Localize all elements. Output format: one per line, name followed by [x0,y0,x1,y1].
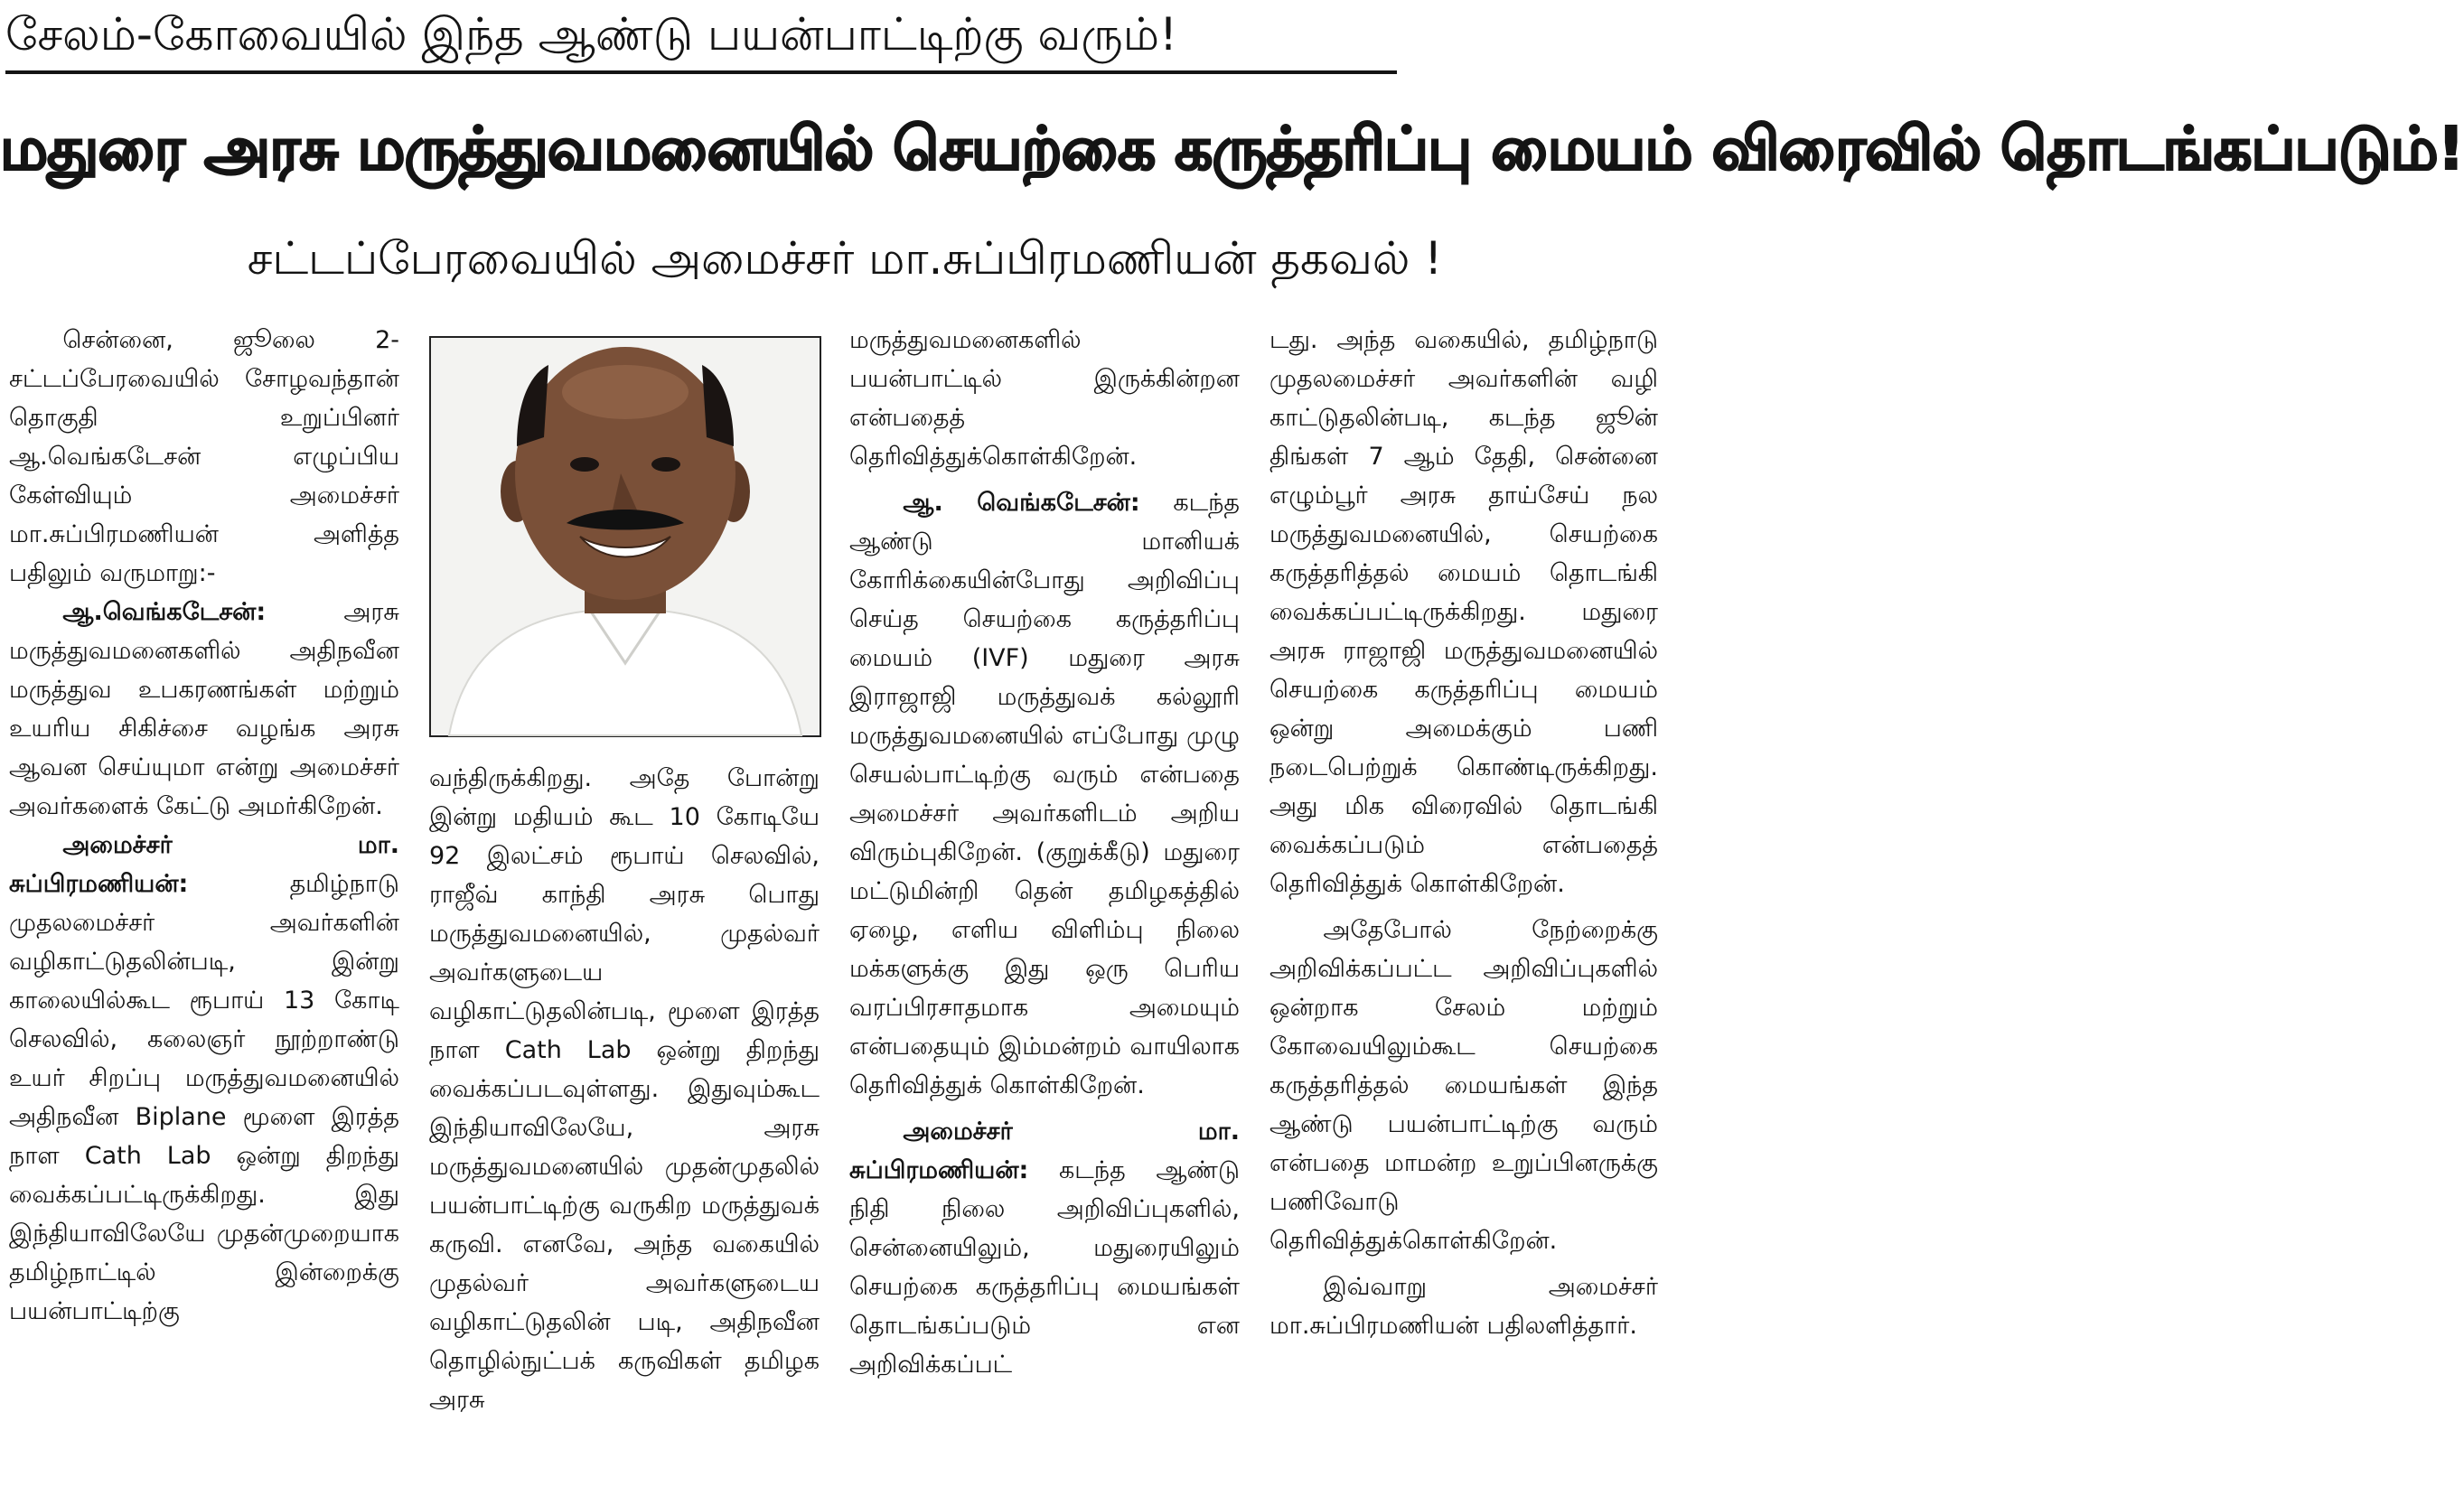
minister-photo [429,336,821,737]
speaker-name: ஆ.வெங்கடேசன்: [62,598,267,626]
paragraph-closing: இவ்வாறு அமைச்சர் மா.சுப்பிரமணியன் பதிலளித்தார். [1269,1273,1658,1340]
speaker-name: ஆ. வெங்கடேசன்: [903,489,1140,517]
portrait-illustration [431,338,820,735]
text-column-4 [1269,321,1658,1486]
article-subheadline: சட்டப்பேரவையில் அமைச்சர் மா.சுப்பிரமணியன் தகவல் ! [247,232,1443,285]
paragraph-text: கடந்த ஆண்டு மானியக் கோரிக்கையின்போது அறிவிப்பு செய்த செயற்கை கருத்தரிப்பு மையம் (IVF) மதுரை அரசு இராஜாஜி மருத்துவக் கல்லூரி மருத்துவமனையில் எப்போது முழு செயல்பாட்டிற்கு வரும் என்பதை அமைச்சர் அவர்களிடம் அறிய விரும்புகிறேன். (குறுக்கீடு) மதுரை மட்டுமின்றி தென் தமிழகத்தில் ஏழை, எளிய விளிம்பு நிலை மக்களுக்கு இது ஒரு பெரிய வரப்பிரசாதமாக அமையும் என்பதையும் இம்மன்றம் வாயிலாக தெரிவித்துக் கொள்கிறேன். [849,489,1240,1099]
paragraph-text: அரசு மருத்துவமனைகளில் அதிநவீன மருத்துவ உபகரணங்கள் மற்றும் உயரிய சிகிச்சை வழங்க அரசு ஆவன செய்யுமா என்று அமைச்சர் அவர்களைக் கேட்டு அமர்கிறேன். [9,598,399,820]
text-column-3 [849,321,1240,1486]
speaker-name: அமைச்சர் மா. சுப்பிரமணியன்: [849,1118,1240,1184]
paragraph-dateline: சென்னை, ஜூலை 2- சட்டப்பேரவையில் சோழவந்தான் தொகுதி உறுப்பினர் ஆ.வெங்கடேசன் எழுப்பிய கேள்வியும் அமைச்சர் மா.சுப்பிரமணியன் அளித்த பதிலும் வருமாறு:- [9,326,399,587]
text-column-1 [9,321,399,1486]
paragraph-answer [9,826,399,1331]
kicker-underline [5,70,1397,74]
paragraph-continued: டது. அந்த வகையில், தமிழ்நாடு முதலமைச்சர் அவர்களின் வழி காட்டுதலின்படி, கடந்த ஜூன் திங்கள் 7 ஆம் தேதி, சென்னை எழும்பூர் அரசு தாய்சேய் நல மருத்துவமனையில், செயற்கை கருத்தரித்தல் மையம் தொடங்கி வைக்கப்பட்டிருக்கிறது. மதுரை அரசு ராஜாஜி மருத்துவமனையில் செயற்கை கருத்தரிப்பு மையம் ஒன்று அமைக்கும் பணி நடைபெற்றுக் கொண்டிருக்கிறது. அது மிக விரைவில் தொடங்கி வைக்கப்படும் என்பதைத் தெரிவித்துக் கொள்கிறேன். [1269,326,1658,898]
paragraph-continued: மருத்துவமனைகளில் பயன்பாட்டில் இருக்கின்றன என்பதைத் தெரிவித்துக்கொள்கிறேன். [849,326,1240,471]
paragraph-text: கடந்த ஆண்டு நிதி நிலை அறிவிப்புகளில், சென்னையிலும், மதுரையிலும் செயற்கை கருத்தரிப்பு மையங்கள் தொடங்கப்படும் என அறிவிக்கப்பட் [849,1156,1240,1379]
article-headline: மதுரை அரசு மருத்துவமனையில் செயற்கை கருத்தரிப்பு மையம் விரைவில் தொடங்கப்படும்! [0,114,2464,183]
text-column-2 [429,759,820,1486]
paragraph-continued: வந்திருக்கிறது. அதே போன்று இன்று மதியம் கூட 10 கோடியே 92 இலட்சம் ரூபாய் செலவில், ராஜீவ் காந்தி அரசு பொது மருத்துவமனையில், முதல்வர் அவர்களுடைய வழிகாட்டுதலின்படி, மூளை இரத்த நாள Cath Lab ஒன்று திறந்து வைக்கப்படவுள்ளது. இதுவும்கூட இந்தியாவிலேயே, அரசு மருத்துவமனையில் முதன்முதலில் பயன்பாட்டிற்கு வருகிற மருத்துவக் கருவி. எனவே, அந்த வகையில் முதல்வர் அவர்களுடைய வழிகாட்டுதலின் படி, அதிநவீன தொழில்நுட்பக் கருவிகள் தமிழக அரசு [429,764,820,1414]
article-kicker: சேலம்-கோவையில் இந்த ஆண்டு பயன்பாட்டிற்கு வரும்! [5,8,1178,61]
paragraph-announcement: அதேபோல் நேற்றைக்கு அறிவிக்கப்பட்ட அறிவிப்புகளில் ஒன்றாக சேலம் மற்றும் கோவையிலும்கூட செயற்கை கருத்தரித்தல் மையங்கள் இந்த ஆண்டு பயன்பாட்டிற்கு வரும் என்பதை மாமன்ற உறுப்பினருக்கு பணிவோடு தெரிவித்துக்கொள்கிறேன். [1269,916,1658,1255]
paragraph-question [849,483,1240,1105]
paragraph-answer [849,1112,1240,1384]
paragraph-text: தமிழ்நாடு முதலமைச்சர் அவர்களின் வழிகாட்டுதலின்படி, இன்று காலையில்கூட ரூபாய் 13 கோடி செலவில், கலைஞர் நூற்றாண்டு உயர் சிறப்பு மருத்துவமனையில் அதிநவீன Biplane மூளை இரத்த நாள Cath Lab ஒன்று திறந்து வைக்கப்பட்டிருக்கிறது. இது இந்தியாவிலேயே முதன்முறையாக தமிழ்நாட்டில் இன்றைக்கு பயன்பாட்டிற்கு [9,870,399,1325]
paragraph-question [9,593,399,826]
speaker-name: அமைச்சர் மா. சுப்பிரமணியன்: [9,831,399,898]
